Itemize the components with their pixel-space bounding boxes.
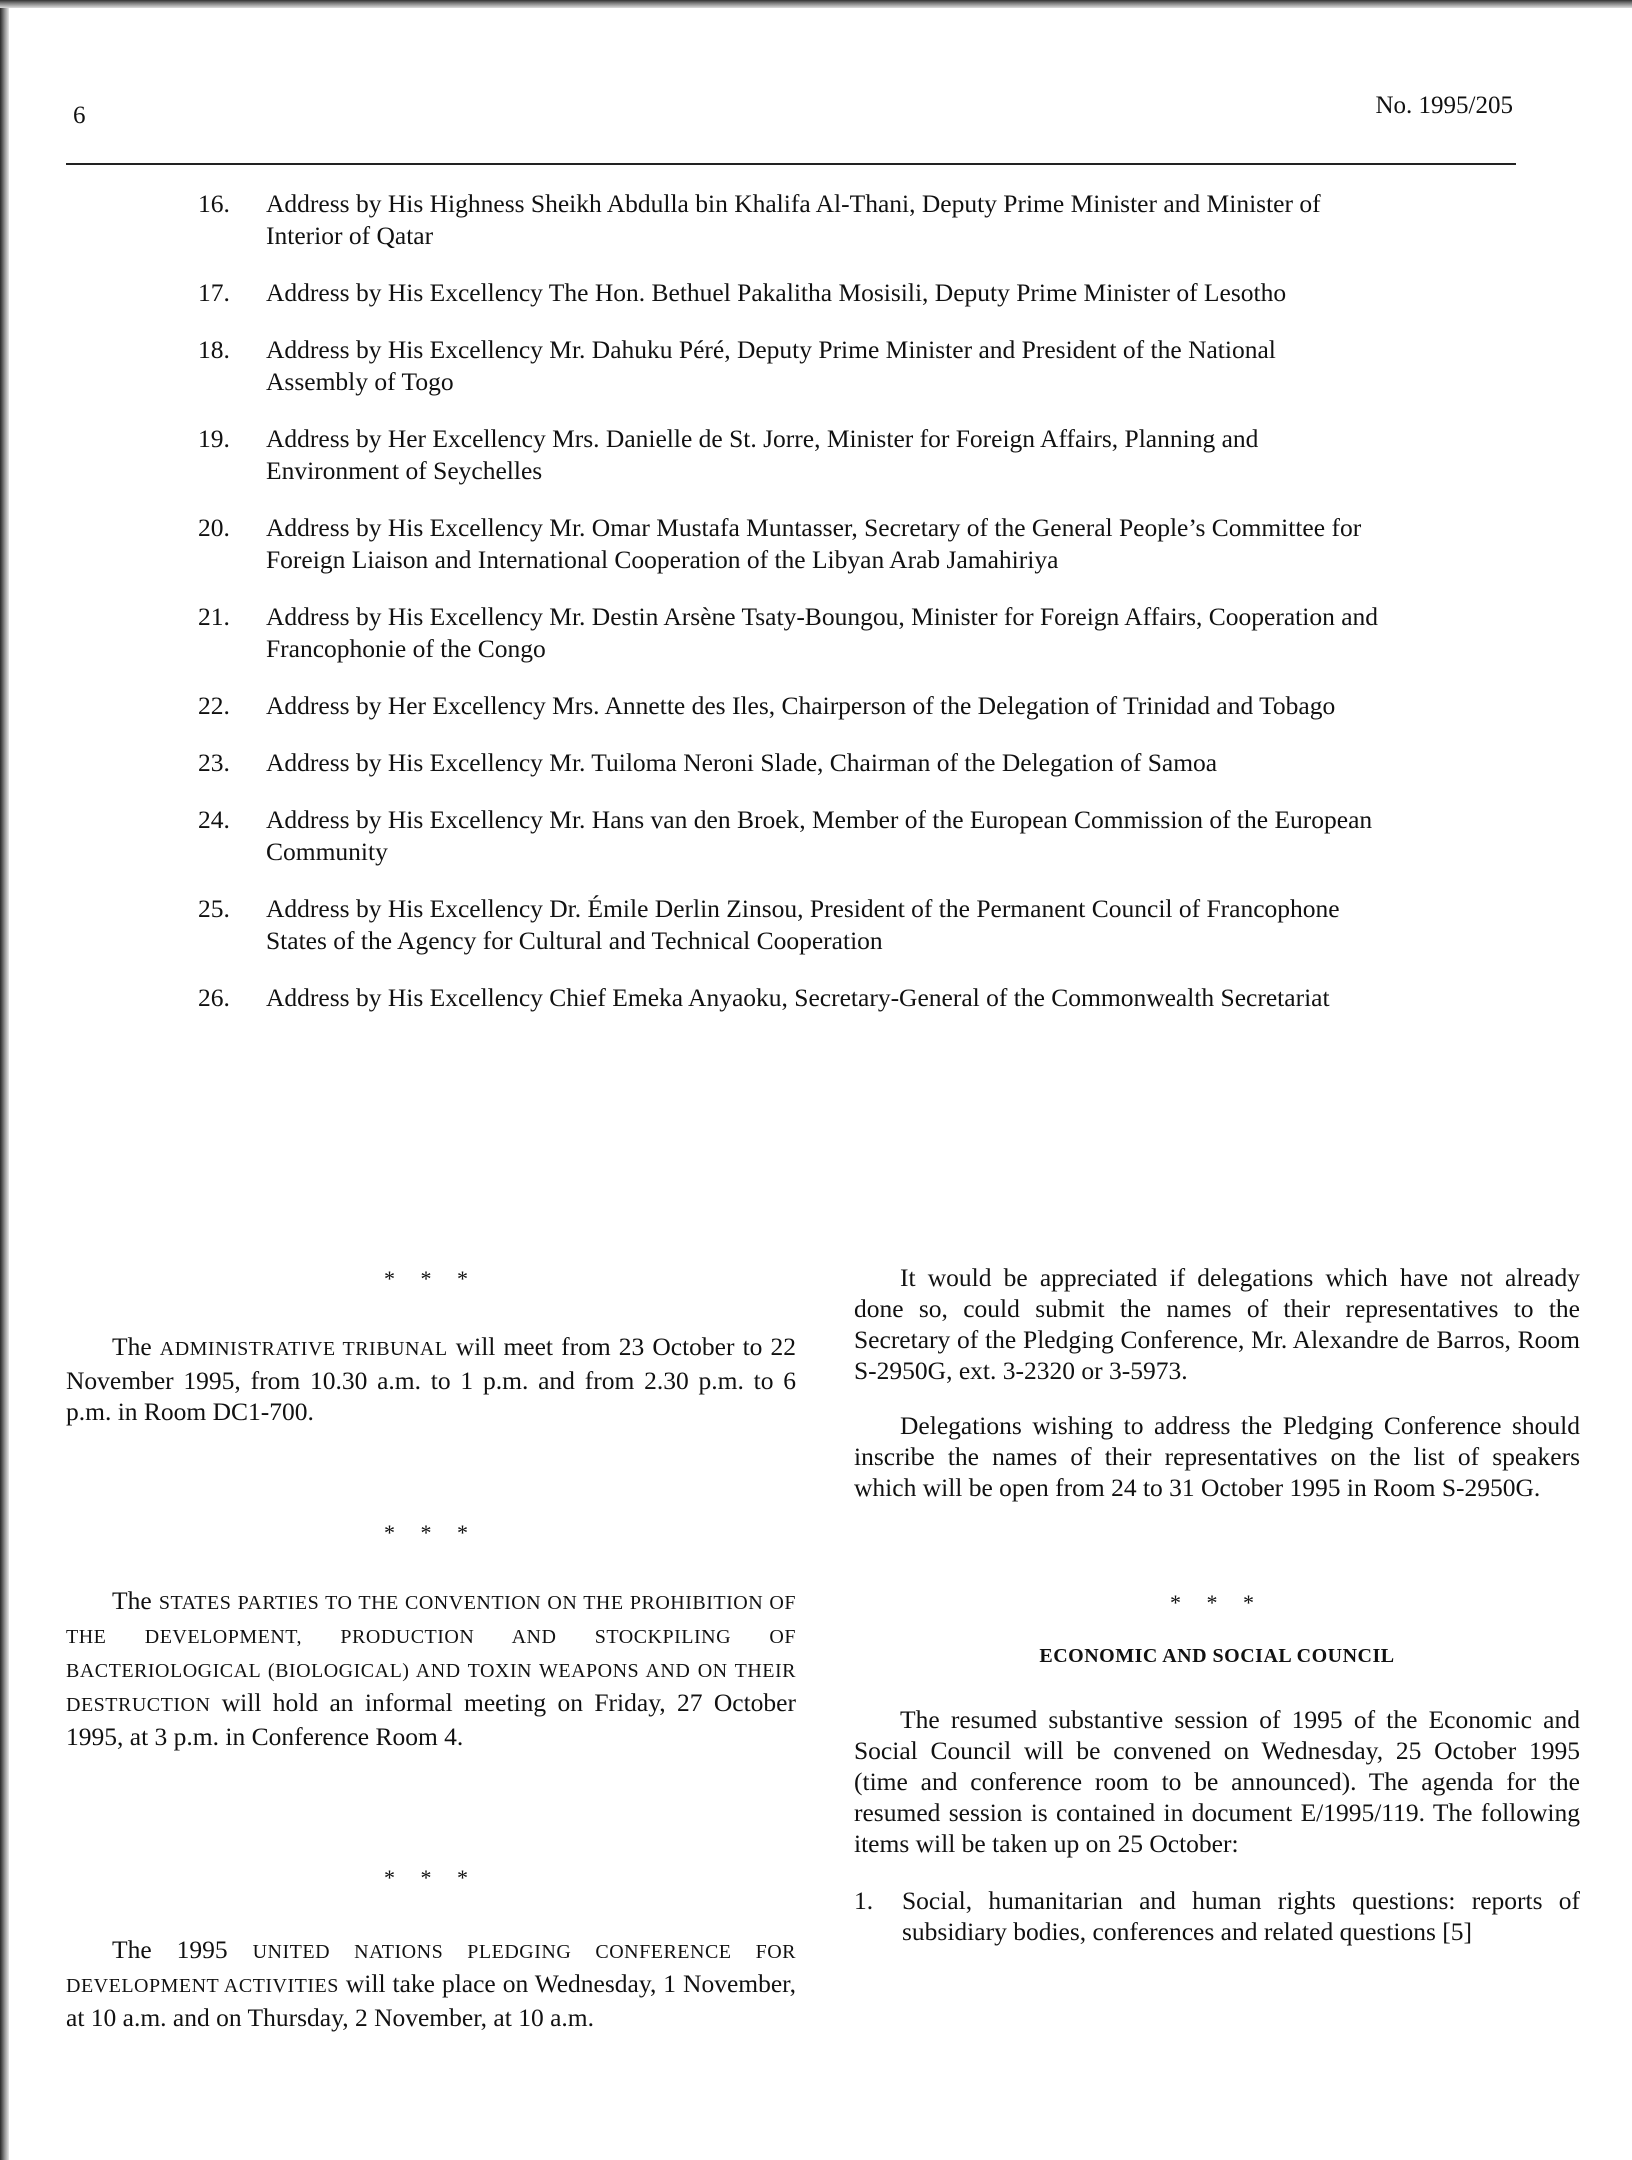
agenda-item-number: 26. xyxy=(198,983,230,1012)
agenda-item-text: Address by His Excellency The Hon. Bethuel Pakalitha Mosisili, Deputy Prime Minister of Lesotho xyxy=(266,278,1287,307)
agenda-item-number: 23. xyxy=(198,748,230,777)
ecosoc-item-number: 1. xyxy=(854,1886,874,1915)
agenda-item-text: Address by His Excellency Chief Emeka Anyaoku, Secretary-General of the Commonwealth Secretariat xyxy=(266,983,1330,1012)
scan-edge-top xyxy=(0,0,1632,8)
agenda-item-text: Address by Her Excellency Mrs. Annette des Iles, Chairperson of the Delegation of Trinidad and Tobago xyxy=(266,691,1336,720)
notice-lead: The xyxy=(112,1332,152,1361)
agenda-item xyxy=(198,893,1378,957)
agenda-item xyxy=(198,982,1378,1014)
pledging-notice xyxy=(66,1934,796,2033)
document-number: No. 1995/205 xyxy=(1375,92,1513,119)
tribunal-notice xyxy=(66,1331,796,1427)
agenda-item xyxy=(198,601,1378,665)
agenda-item-text: Address by His Excellency Mr. Hans van den Broek, Member of the European Commission of the European Community xyxy=(266,805,1373,866)
agenda-item-number: 21. xyxy=(198,602,230,631)
agenda-item xyxy=(198,334,1378,398)
page-number: 6 xyxy=(73,102,86,129)
convention-notice xyxy=(66,1585,796,1752)
agenda-item xyxy=(198,690,1378,722)
agenda-item-number: 19. xyxy=(198,424,230,453)
agenda-item-text: Address by His Excellency Dr. Émile Derlin Zinsou, President of the Permanent Council of Francophone States of the Agency for Cultural and Technical Cooperation xyxy=(266,894,1340,955)
section-separator: * * * xyxy=(384,1266,478,1291)
notice-body-name: ADMINISTRATIVE TRIBUNAL xyxy=(159,1338,448,1360)
agenda-item xyxy=(198,804,1378,868)
agenda-item-text: Address by His Excellency Mr. Destin Arsène Tsaty-Boungou, Minister for Foreign Affairs, Cooperation and Francophonie of the Congo xyxy=(266,602,1379,663)
pledging-speakers-paragraph: Delegations wishing to address the Pledging Conference should inscribe the names of their representatives on the list of speakers which will be open from 24 to 31 October 1995 in Room S-2950G. xyxy=(854,1411,1580,1502)
agenda-item-text: Address by Her Excellency Mrs. Danielle de St. Jorre, Minister for Foreign Affairs, Planning and Environment of Seychelles xyxy=(266,424,1259,485)
ecosoc-paragraph: The resumed substantive session of 1995 of the Economic and Social Council will be convened on Wednesday, 25 October 1995 (time and conference room to be announced). The agenda for the resumed session is contained in document E/1995/119. The following items will be taken up on 25 October: xyxy=(854,1705,1580,1858)
agenda-item-number: 22. xyxy=(198,691,230,720)
agenda-item-text: Address by His Excellency Mr. Omar Mustafa Muntasser, Secretary of the General People’s Committee for Foreign Liaison and International Cooperation of the Libyan Arab Jamahiriya xyxy=(266,513,1362,574)
agenda-item xyxy=(198,277,1378,309)
ecosoc-item-text: Social, humanitarian and human rights questions: reports of subsidiary bodies, conferences and related questions [5] xyxy=(902,1886,1580,1946)
section-separator: * * * xyxy=(384,1520,478,1545)
notice-body-name: STATES PARTIES TO THE CONVENTION ON THE PROHIBITION OF THE DEVELOPMENT, PRODUCTION AND STOCKPILING OF BACTERIOLOGICAL (BIOLOGICAL) AND TOXIN WEAPONS AND ON THEIR DESTRUCTION xyxy=(66,1592,797,1716)
notice-lead: The xyxy=(112,1586,152,1615)
ecosoc-agenda-item xyxy=(854,1885,1580,1947)
scan-edge-left xyxy=(0,0,9,2160)
notice-rest: will take place on Wednesday, 1 November, at 10 a.m. and on Thursday, 2 November, at 10 a.m. xyxy=(66,1969,797,2032)
section-separator: * * * xyxy=(384,1865,478,1890)
notice-rest: will hold an informal meeting on Friday, 27 October 1995, at 3 p.m. in Conference Room 4. xyxy=(66,1688,796,1751)
agenda-item-text: Address by His Excellency Mr. Dahuku Péré, Deputy Prime Minister and President of the National Assembly of Togo xyxy=(266,335,1276,396)
agenda-item-text: Address by His Excellency Mr. Tuiloma Neroni Slade, Chairman of the Delegation of Samoa xyxy=(266,748,1218,777)
agenda-item-number: 25. xyxy=(198,894,230,923)
left-column xyxy=(66,1265,796,2033)
agenda-item-number: 20. xyxy=(198,513,230,542)
agenda-item xyxy=(198,512,1378,576)
right-column xyxy=(854,1262,1580,1947)
agenda-item xyxy=(198,423,1378,487)
section-separator: * * * xyxy=(1170,1590,1264,1615)
notice-rest: will meet from 23 October to 22 November 1995, from 10.30 a.m. to 1 p.m. and from 2.30 p.m. to 6 p.m. in Room DC1-700. xyxy=(66,1332,796,1426)
notice-body-name: UNITED NATIONS PLEDGING CONFERENCE FOR DEVELOPMENT ACTIVITIES xyxy=(66,1941,797,1997)
section-heading: ECONOMIC AND SOCIAL COUNCIL xyxy=(1039,1645,1395,1667)
agenda-list xyxy=(198,188,1378,1039)
agenda-item xyxy=(198,747,1378,779)
agenda-item-text: Address by His Highness Sheikh Abdulla bin Khalifa Al-Thani, Deputy Prime Minister and Minister of Interior of Qatar xyxy=(266,189,1321,250)
notice-lead: The 1995 xyxy=(112,1935,228,1964)
agenda-item-number: 24. xyxy=(198,805,230,834)
agenda-item xyxy=(198,188,1378,252)
pledging-delegations-paragraph: It would be appreciated if delegations which have not already done so, could submit the names of their representatives to the Secretary of the Pledging Conference, Mr. Alexandre de Barros, Room S-2950G, ext. 3-2320 or 3-5973. xyxy=(854,1263,1580,1385)
header-rule xyxy=(66,163,1516,165)
agenda-item-number: 16. xyxy=(198,189,230,218)
agenda-item-number: 17. xyxy=(198,278,230,307)
agenda-item-number: 18. xyxy=(198,335,230,364)
